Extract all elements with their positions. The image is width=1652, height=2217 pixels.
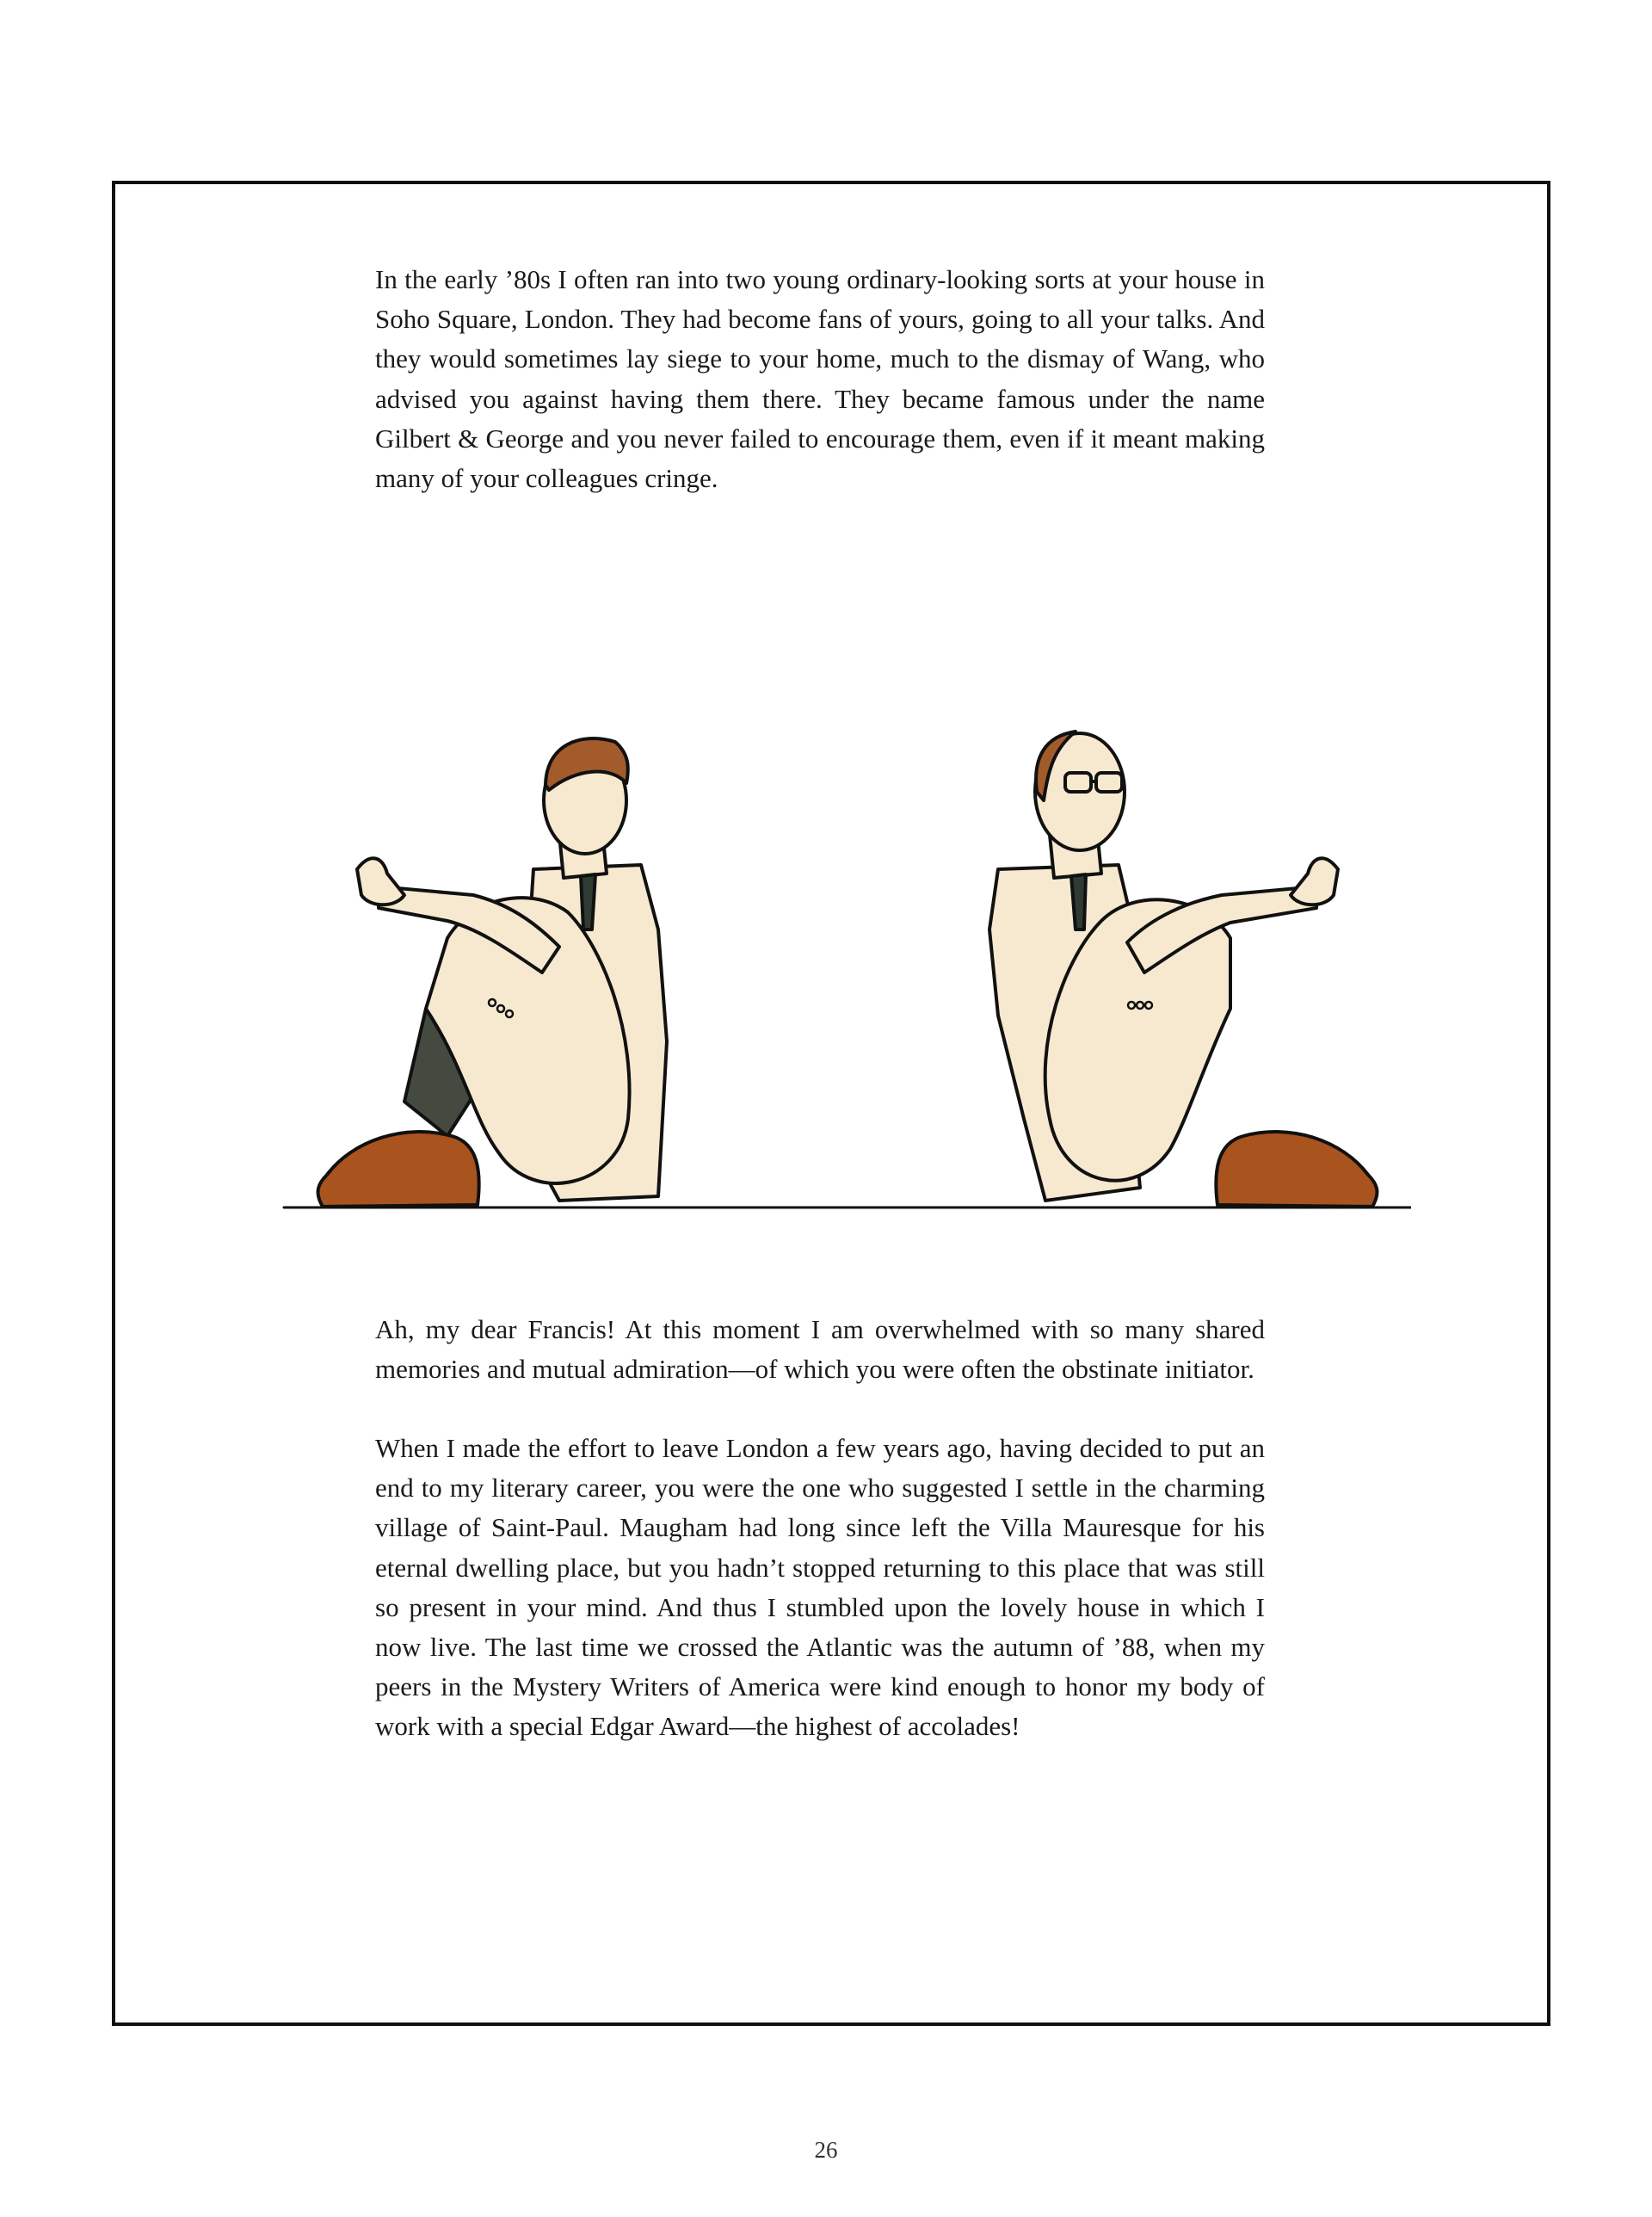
right-man-shoes (1216, 1132, 1377, 1207)
illustration-two-men-sitting-back-to-back (275, 671, 1411, 1222)
right-man-hands (1291, 858, 1338, 905)
left-man-figure (318, 738, 667, 1207)
left-man-hands (357, 858, 404, 905)
left-man-shoes (318, 1132, 479, 1207)
paragraph-dear-francis: Ah, my dear Francis! At this moment I am overwhelmed with so many shared memories and mutual admiration—of which you were often the obstinate initiator. (375, 1314, 1265, 1385)
paragraph-saint-paul: When I made the effort to leave London a few years ago, having decided to put an end to my literary career, you were the one who suggested I settle in the charming village of Saint-Paul. Maugham had long since left the Villa Mauresque for his eternal dwelling place, but you hadn’t stopped returning to this place that was still so present in your mind. And thus I stumbled upon the lovely house in which I now live. The last time we crossed the Atlantic was the autumn of ’88, when my peers in the Mystery Writers of America were kind enough to honor my body of work with a special Edgar Award—the highest of accolades! (375, 1433, 1265, 1742)
left-man-tie (581, 874, 595, 929)
paragraph-gilbert-george: In the early ’80s I often ran into two young ordinary-looking sorts at your house in Soho Square, London. They had become fans of yours, going to all your talks. And they would sometimes lay siege to your home, much to the dismay of Wang, who advised you against having them there. They became famous under the name Gilbert & George and you never failed to encourage them, even if it meant making many of your colleagues cringe. (375, 264, 1265, 494)
right-man-tie (1071, 874, 1086, 929)
page-number: 26 (814, 2137, 838, 2163)
right-man-figure (989, 732, 1377, 1207)
